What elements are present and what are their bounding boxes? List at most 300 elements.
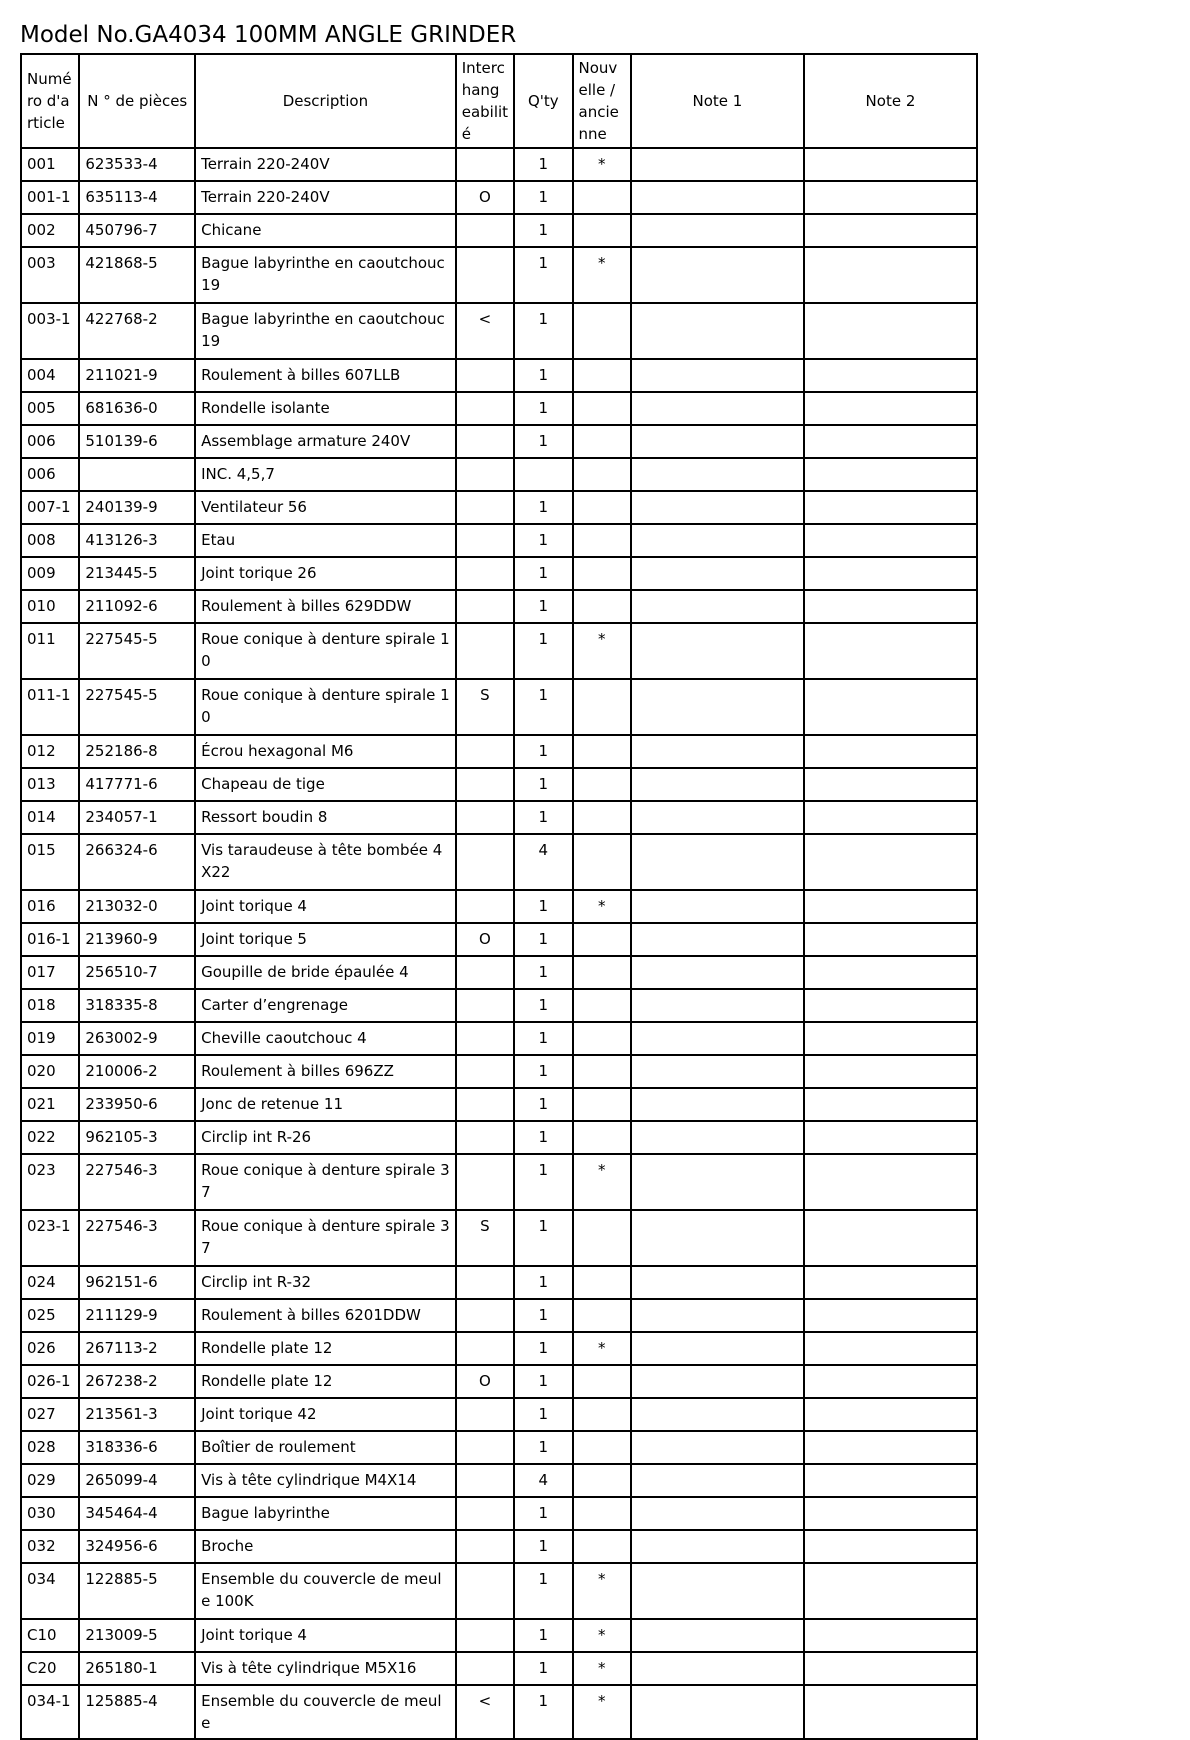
cell-quantity: 1: [514, 890, 572, 923]
cell-item-number: 024: [21, 1266, 79, 1299]
cell-description: Ensemble du couvercle de meule 100K: [195, 1563, 456, 1619]
cell-new-old: [573, 768, 631, 801]
cell-description: Etau: [195, 524, 456, 557]
cell-part-number: 962105-3: [79, 1121, 195, 1154]
cell-interchangeability: O: [456, 181, 514, 214]
cell-description: Chapeau de tige: [195, 768, 456, 801]
cell-quantity: 1: [514, 768, 572, 801]
header-item-number: Numéro d'article: [21, 54, 79, 148]
table-row: [21, 1563, 977, 1619]
cell-new-old: [573, 1055, 631, 1088]
cell-item-number: 018: [21, 989, 79, 1022]
cell-note-1: [631, 1497, 804, 1530]
cell-description: Vis à tête cylindrique M5X16: [195, 1652, 456, 1685]
cell-quantity: 1: [514, 214, 572, 247]
cell-quantity: 1: [514, 1365, 572, 1398]
cell-quantity: 1: [514, 623, 572, 679]
cell-new-old: [573, 1121, 631, 1154]
cell-note-1: [631, 557, 804, 590]
cell-part-number: 421868-5: [79, 247, 195, 303]
cell-quantity: 1: [514, 148, 572, 181]
cell-description: Terrain 220-240V: [195, 181, 456, 214]
cell-part-number: 267238-2: [79, 1365, 195, 1398]
cell-item-number: 025: [21, 1299, 79, 1332]
cell-part-number: 263002-9: [79, 1022, 195, 1055]
cell-part-number: 125885-4: [79, 1685, 195, 1739]
cell-new-old: [573, 1266, 631, 1299]
cell-description: Vis taraudeuse à tête bombée 4X22: [195, 834, 456, 890]
cell-quantity: 1: [514, 524, 572, 557]
cell-part-number: 345464-4: [79, 1497, 195, 1530]
cell-part-number: 266324-6: [79, 834, 195, 890]
cell-new-old: *: [573, 623, 631, 679]
cell-interchangeability: [456, 1332, 514, 1365]
cell-interchangeability: [456, 491, 514, 524]
cell-item-number: 003: [21, 247, 79, 303]
table-row: [21, 425, 977, 458]
cell-interchangeability: [456, 1652, 514, 1685]
cell-note-2: [804, 524, 977, 557]
cell-interchangeability: <: [456, 1685, 514, 1739]
table-row: [21, 1530, 977, 1563]
cell-interchangeability: [456, 956, 514, 989]
cell-note-2: [804, 148, 977, 181]
header-interchangeability: Interchangeabilité: [456, 54, 514, 148]
cell-note-2: [804, 1022, 977, 1055]
cell-part-number: 318336-6: [79, 1431, 195, 1464]
cell-part-number: 962151-6: [79, 1266, 195, 1299]
cell-note-2: [804, 1431, 977, 1464]
cell-quantity: 1: [514, 392, 572, 425]
cell-part-number: 213445-5: [79, 557, 195, 590]
cell-description: Circlip int R-32: [195, 1266, 456, 1299]
cell-part-number: 213009-5: [79, 1619, 195, 1652]
cell-quantity: 1: [514, 359, 572, 392]
cell-interchangeability: [456, 392, 514, 425]
cell-item-number: 032: [21, 1530, 79, 1563]
cell-interchangeability: [456, 1022, 514, 1055]
table-row: [21, 923, 977, 956]
cell-part-number: [79, 458, 195, 491]
cell-note-1: [631, 1055, 804, 1088]
cell-note-2: [804, 989, 977, 1022]
cell-interchangeability: [456, 1121, 514, 1154]
cell-interchangeability: [456, 1497, 514, 1530]
cell-note-2: [804, 1088, 977, 1121]
cell-quantity: 1: [514, 1685, 572, 1739]
cell-quantity: 1: [514, 1619, 572, 1652]
cell-interchangeability: [456, 1464, 514, 1497]
cell-note-1: [631, 214, 804, 247]
cell-note-2: [804, 679, 977, 735]
cell-new-old: *: [573, 1332, 631, 1365]
cell-new-old: [573, 590, 631, 623]
cell-new-old: [573, 392, 631, 425]
cell-description: Boîtier de roulement: [195, 1431, 456, 1464]
cell-item-number: 020: [21, 1055, 79, 1088]
cell-new-old: [573, 1530, 631, 1563]
cell-part-number: 213032-0: [79, 890, 195, 923]
cell-quantity: 1: [514, 1563, 572, 1619]
cell-note-1: [631, 425, 804, 458]
cell-item-number: 015: [21, 834, 79, 890]
cell-description: Bague labyrinthe en caoutchouc 19: [195, 247, 456, 303]
cell-note-2: [804, 1365, 977, 1398]
cell-new-old: [573, 834, 631, 890]
cell-part-number: 122885-5: [79, 1563, 195, 1619]
cell-note-2: [804, 214, 977, 247]
cell-note-1: [631, 1563, 804, 1619]
cell-note-2: [804, 1299, 977, 1332]
cell-interchangeability: [456, 1619, 514, 1652]
cell-interchangeability: [456, 214, 514, 247]
table-row: [21, 458, 977, 491]
cell-note-1: [631, 1619, 804, 1652]
cell-note-2: [804, 1685, 977, 1739]
cell-item-number: 001: [21, 148, 79, 181]
cell-new-old: [573, 1398, 631, 1431]
cell-item-number: 022: [21, 1121, 79, 1154]
parts-table-body: [21, 148, 977, 1739]
cell-description: INC. 4,5,7: [195, 458, 456, 491]
cell-note-1: [631, 1022, 804, 1055]
cell-quantity: 1: [514, 557, 572, 590]
cell-item-number: 011: [21, 623, 79, 679]
cell-interchangeability: S: [456, 1210, 514, 1266]
cell-part-number: 227545-5: [79, 679, 195, 735]
cell-interchangeability: [456, 1431, 514, 1464]
table-row: [21, 1154, 977, 1210]
cell-quantity: 1: [514, 1154, 572, 1210]
header-description: Description: [195, 54, 456, 148]
cell-interchangeability: [456, 557, 514, 590]
cell-part-number: 234057-1: [79, 801, 195, 834]
table-row: [21, 1365, 977, 1398]
cell-new-old: *: [573, 247, 631, 303]
cell-item-number: 006: [21, 458, 79, 491]
cell-interchangeability: O: [456, 923, 514, 956]
cell-note-1: [631, 458, 804, 491]
cell-note-2: [804, 1398, 977, 1431]
cell-description: Ressort boudin 8: [195, 801, 456, 834]
cell-item-number: 010: [21, 590, 79, 623]
table-row: [21, 1210, 977, 1266]
cell-part-number: 265180-1: [79, 1652, 195, 1685]
cell-interchangeability: <: [456, 303, 514, 359]
cell-note-2: [804, 303, 977, 359]
cell-quantity: 1: [514, 1497, 572, 1530]
cell-new-old: [573, 359, 631, 392]
cell-new-old: [573, 425, 631, 458]
cell-note-2: [804, 1497, 977, 1530]
cell-item-number: 001-1: [21, 181, 79, 214]
cell-new-old: *: [573, 1652, 631, 1685]
cell-item-number: 013: [21, 768, 79, 801]
cell-description: Carter d’engrenage: [195, 989, 456, 1022]
cell-new-old: [573, 303, 631, 359]
cell-note-1: [631, 1398, 804, 1431]
cell-note-2: [804, 623, 977, 679]
cell-quantity: 1: [514, 679, 572, 735]
cell-interchangeability: [456, 768, 514, 801]
cell-description: Roulement à billes 629DDW: [195, 590, 456, 623]
cell-interchangeability: [456, 1563, 514, 1619]
table-row: [21, 1431, 977, 1464]
cell-note-1: [631, 590, 804, 623]
cell-note-2: [804, 890, 977, 923]
cell-part-number: 318335-8: [79, 989, 195, 1022]
header-note-1: Note 1: [631, 54, 804, 148]
cell-new-old: *: [573, 890, 631, 923]
cell-note-2: [804, 1619, 977, 1652]
cell-description: Roulement à billes 607LLB: [195, 359, 456, 392]
cell-description: Joint torique 4: [195, 1619, 456, 1652]
table-row: [21, 303, 977, 359]
cell-note-1: [631, 1154, 804, 1210]
cell-description: Ensemble du couvercle de meule: [195, 1685, 456, 1739]
cell-part-number: 210006-2: [79, 1055, 195, 1088]
cell-description: Joint torique 42: [195, 1398, 456, 1431]
cell-note-1: [631, 923, 804, 956]
table-row: [21, 181, 977, 214]
cell-item-number: 023-1: [21, 1210, 79, 1266]
cell-quantity: 1: [514, 303, 572, 359]
cell-part-number: 240139-9: [79, 491, 195, 524]
cell-note-1: [631, 623, 804, 679]
cell-note-1: [631, 359, 804, 392]
table-row: [21, 392, 977, 425]
cell-description: Bague labyrinthe: [195, 1497, 456, 1530]
cell-note-2: [804, 801, 977, 834]
cell-note-2: [804, 834, 977, 890]
cell-description: Circlip int R-26: [195, 1121, 456, 1154]
cell-item-number: 007-1: [21, 491, 79, 524]
cell-quantity: 1: [514, 1530, 572, 1563]
cell-interchangeability: [456, 623, 514, 679]
cell-note-1: [631, 524, 804, 557]
cell-part-number: 211092-6: [79, 590, 195, 623]
header-part-number: N ° de pièces: [79, 54, 195, 148]
cell-description: Broche: [195, 1530, 456, 1563]
cell-item-number: 011-1: [21, 679, 79, 735]
cell-note-1: [631, 735, 804, 768]
cell-note-2: [804, 425, 977, 458]
cell-part-number: 265099-4: [79, 1464, 195, 1497]
cell-quantity: 1: [514, 1088, 572, 1121]
cell-item-number: 034-1: [21, 1685, 79, 1739]
cell-description: Goupille de bride épaulée 4: [195, 956, 456, 989]
cell-interchangeability: [456, 1266, 514, 1299]
cell-note-1: [631, 768, 804, 801]
cell-item-number: 003-1: [21, 303, 79, 359]
cell-new-old: [573, 491, 631, 524]
cell-note-1: [631, 303, 804, 359]
cell-note-2: [804, 1266, 977, 1299]
table-row: [21, 989, 977, 1022]
cell-item-number: C20: [21, 1652, 79, 1685]
cell-part-number: 233950-6: [79, 1088, 195, 1121]
cell-new-old: [573, 989, 631, 1022]
cell-item-number: 017: [21, 956, 79, 989]
cell-note-2: [804, 1563, 977, 1619]
cell-quantity: 4: [514, 1464, 572, 1497]
cell-item-number: 030: [21, 1497, 79, 1530]
cell-quantity: 4: [514, 834, 572, 890]
cell-note-2: [804, 768, 977, 801]
cell-interchangeability: [456, 801, 514, 834]
cell-quantity: 1: [514, 956, 572, 989]
cell-description: Ventilateur 56: [195, 491, 456, 524]
table-row: [21, 590, 977, 623]
table-row: [21, 1055, 977, 1088]
cell-part-number: 413126-3: [79, 524, 195, 557]
table-row: [21, 524, 977, 557]
table-row: [21, 768, 977, 801]
cell-note-1: [631, 1299, 804, 1332]
cell-item-number: 002: [21, 214, 79, 247]
cell-description: Bague labyrinthe en caoutchouc 19: [195, 303, 456, 359]
cell-interchangeability: [456, 890, 514, 923]
cell-note-1: [631, 1365, 804, 1398]
cell-description: Roulement à billes 696ZZ: [195, 1055, 456, 1088]
cell-item-number: 012: [21, 735, 79, 768]
cell-note-1: [631, 834, 804, 890]
cell-note-1: [631, 1121, 804, 1154]
parts-table: [20, 53, 978, 1740]
cell-new-old: [573, 214, 631, 247]
cell-interchangeability: [456, 834, 514, 890]
cell-note-1: [631, 491, 804, 524]
table-row: [21, 679, 977, 735]
cell-note-2: [804, 1332, 977, 1365]
cell-quantity: 1: [514, 1266, 572, 1299]
cell-new-old: [573, 735, 631, 768]
table-row: [21, 1685, 977, 1739]
cell-note-2: [804, 1652, 977, 1685]
cell-item-number: 028: [21, 1431, 79, 1464]
cell-interchangeability: [456, 1055, 514, 1088]
cell-new-old: [573, 181, 631, 214]
cell-note-2: [804, 735, 977, 768]
cell-quantity: [514, 458, 572, 491]
cell-item-number: 029: [21, 1464, 79, 1497]
cell-note-1: [631, 679, 804, 735]
table-row: [21, 1619, 977, 1652]
cell-note-2: [804, 458, 977, 491]
cell-quantity: 1: [514, 1398, 572, 1431]
cell-note-1: [631, 1332, 804, 1365]
cell-item-number: 009: [21, 557, 79, 590]
cell-part-number: 450796-7: [79, 214, 195, 247]
cell-interchangeability: [456, 425, 514, 458]
cell-note-1: [631, 181, 804, 214]
cell-description: Roue conique à denture spirale 37: [195, 1210, 456, 1266]
cell-item-number: 005: [21, 392, 79, 425]
cell-quantity: 1: [514, 425, 572, 458]
cell-part-number: 623533-4: [79, 148, 195, 181]
cell-item-number: 026-1: [21, 1365, 79, 1398]
cell-note-1: [631, 989, 804, 1022]
cell-note-1: [631, 1685, 804, 1739]
cell-interchangeability: [456, 524, 514, 557]
cell-note-1: [631, 1210, 804, 1266]
cell-quantity: 1: [514, 735, 572, 768]
cell-interchangeability: [456, 735, 514, 768]
cell-note-2: [804, 1154, 977, 1210]
cell-interchangeability: [456, 359, 514, 392]
cell-interchangeability: [456, 148, 514, 181]
cell-part-number: 510139-6: [79, 425, 195, 458]
cell-item-number: 008: [21, 524, 79, 557]
cell-item-number: C10: [21, 1619, 79, 1652]
table-row: [21, 956, 977, 989]
cell-item-number: 021: [21, 1088, 79, 1121]
cell-note-1: [631, 890, 804, 923]
cell-new-old: [573, 1464, 631, 1497]
cell-quantity: 1: [514, 801, 572, 834]
cell-interchangeability: [456, 247, 514, 303]
cell-item-number: 026: [21, 1332, 79, 1365]
cell-part-number: 227546-3: [79, 1154, 195, 1210]
cell-new-old: [573, 1022, 631, 1055]
table-row: [21, 214, 977, 247]
cell-new-old: [573, 1497, 631, 1530]
cell-part-number: 267113-2: [79, 1332, 195, 1365]
cell-part-number: 324956-6: [79, 1530, 195, 1563]
cell-interchangeability: [456, 1530, 514, 1563]
cell-new-old: [573, 923, 631, 956]
cell-note-2: [804, 359, 977, 392]
cell-note-2: [804, 1464, 977, 1497]
cell-new-old: *: [573, 1154, 631, 1210]
cell-new-old: *: [573, 148, 631, 181]
cell-part-number: 252186-8: [79, 735, 195, 768]
cell-description: Roue conique à denture spirale 10: [195, 623, 456, 679]
table-row: [21, 1266, 977, 1299]
cell-new-old: [573, 1088, 631, 1121]
cell-interchangeability: [456, 590, 514, 623]
cell-part-number: 213561-3: [79, 1398, 195, 1431]
cell-description: Rondelle plate 12: [195, 1332, 456, 1365]
cell-interchangeability: [456, 1398, 514, 1431]
cell-note-2: [804, 590, 977, 623]
cell-note-2: [804, 1210, 977, 1266]
cell-quantity: 1: [514, 491, 572, 524]
table-row: [21, 1088, 977, 1121]
cell-quantity: 1: [514, 1210, 572, 1266]
cell-note-1: [631, 1088, 804, 1121]
cell-interchangeability: [456, 1088, 514, 1121]
cell-description: Terrain 220-240V: [195, 148, 456, 181]
cell-new-old: [573, 557, 631, 590]
cell-part-number: 213960-9: [79, 923, 195, 956]
cell-part-number: 227545-5: [79, 623, 195, 679]
table-row: [21, 1398, 977, 1431]
cell-note-1: [631, 1652, 804, 1685]
table-row: [21, 247, 977, 303]
cell-new-old: [573, 956, 631, 989]
cell-description: Assemblage armature 240V: [195, 425, 456, 458]
cell-note-2: [804, 1121, 977, 1154]
cell-note-2: [804, 956, 977, 989]
cell-note-2: [804, 247, 977, 303]
table-row: [21, 801, 977, 834]
cell-new-old: [573, 1299, 631, 1332]
cell-note-2: [804, 491, 977, 524]
cell-interchangeability: S: [456, 679, 514, 735]
cell-item-number: 004: [21, 359, 79, 392]
cell-description: Roue conique à denture spirale 10: [195, 679, 456, 735]
